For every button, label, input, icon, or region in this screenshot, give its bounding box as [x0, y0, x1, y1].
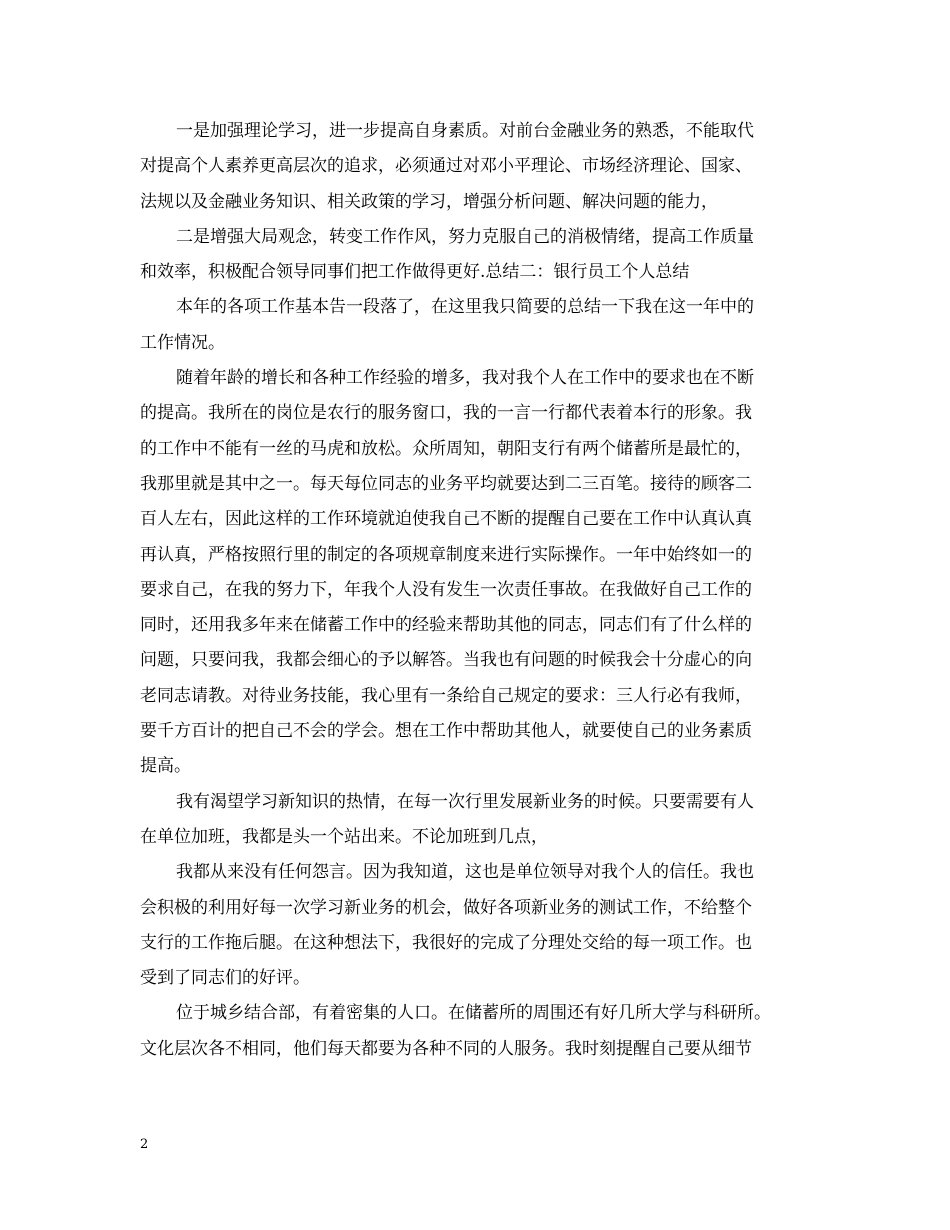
text-line: 和效率，积极配合领导同事们把工作做得更好.总结二：银行员工个人总结: [140, 262, 690, 283]
text-line: 一是加强理论学习，进一步提高自身素质。对前台金融业务的熟悉，不能取代: [176, 121, 754, 141]
text-line: 百人左右，因此这样的工作环境就迫使我自己不断的提醒自己要在工作中认真认真: [140, 509, 752, 530]
text-line: 的提高。我所在的岗位是农行的服务窗口，我的一言一行都代表着本行的形象。我: [140, 403, 752, 424]
text-line: 在单位加班，我都是头一个站出来。不论加班到几点，: [140, 826, 548, 847]
text-line: 工作情况。: [140, 332, 225, 353]
text-line: 同时，还用我多年来在储蓄工作中的经验来帮助其他的同志，同志们有了什么样的: [140, 615, 752, 636]
text-line: 对提高个人素养更高层次的追求，必须通过对邓小平理论、市场经济理论、国家、: [140, 156, 752, 177]
text-line: 我那里就是其中之一。每天每位同志的业务平均就要达到二三百笔。接待的顾客二: [140, 473, 752, 494]
text-line: 本年的各项工作基本告一段落了，在这里我只简要的总结一下我在这一年中的: [176, 297, 754, 318]
text-line: 法规以及金融业务知识、相关政策的学习，增强分析问题、解决问题的能力，: [140, 191, 718, 212]
text-line: 二是增强大局观念，转变工作作风，努力克服自己的消极情绪，提高工作质量: [176, 226, 754, 247]
text-line: 提高。: [140, 756, 191, 777]
page-number: 2: [140, 1137, 149, 1152]
text-line: 受到了同志们的好评。: [140, 968, 310, 989]
text-line: 我有渴望学习新知识的热情，在每一次行里发展新业务的时候。只要需要有人: [176, 791, 754, 812]
text-line: 再认真，严格按照行里的制定的各项规章制度来进行实际操作。一年中始终如一的: [140, 544, 752, 565]
text-line: 我都从来没有任何怨言。因为我知道，这也是单位领导对我个人的信任。我也: [176, 862, 754, 883]
text-line: 文化层次各不相同，他们每天都要为各种不同的人服务。我时刻提醒自己要从细节: [140, 1038, 752, 1059]
text-line: 随着年龄的增长和各种工作经验的增多，我对我个人在工作中的要求也在不断: [176, 368, 754, 389]
text-line: 老同志请教。对待业务技能，我心里有一条给自己规定的要求：三人行必有我师，: [140, 685, 752, 706]
text-line: 要求自己，在我的努力下，年我个人没有发生一次责任事故。在我做好自己工作的: [140, 579, 752, 600]
text-line: 的工作中不能有一丝的马虎和放松。众所周知，朝阳支行有两个储蓄所是最忙的，: [140, 438, 752, 459]
document-body: [140, 114, 840, 1067]
text-line: 问题，只要问我，我都会细心的予以解答。当我也有问题的时候我会十分虚心的向: [140, 650, 752, 671]
text-line: 支行的工作拖后腿。在这种想法下，我很好的完成了分理处交给的每一项工作。也: [140, 932, 752, 953]
text-line: 会积极的利用好每一次学习新业务的机会，做好各项新业务的测试工作，不给整个: [140, 897, 752, 918]
text-line: 位于城乡结合部，有着密集的人口。在储蓄所的周围还有好几所大学与科研所。: [176, 1003, 771, 1024]
text-line: 要千方百计的把自己不会的学会。想在工作中帮助其他人，就要使自己的业务素质: [140, 721, 752, 742]
